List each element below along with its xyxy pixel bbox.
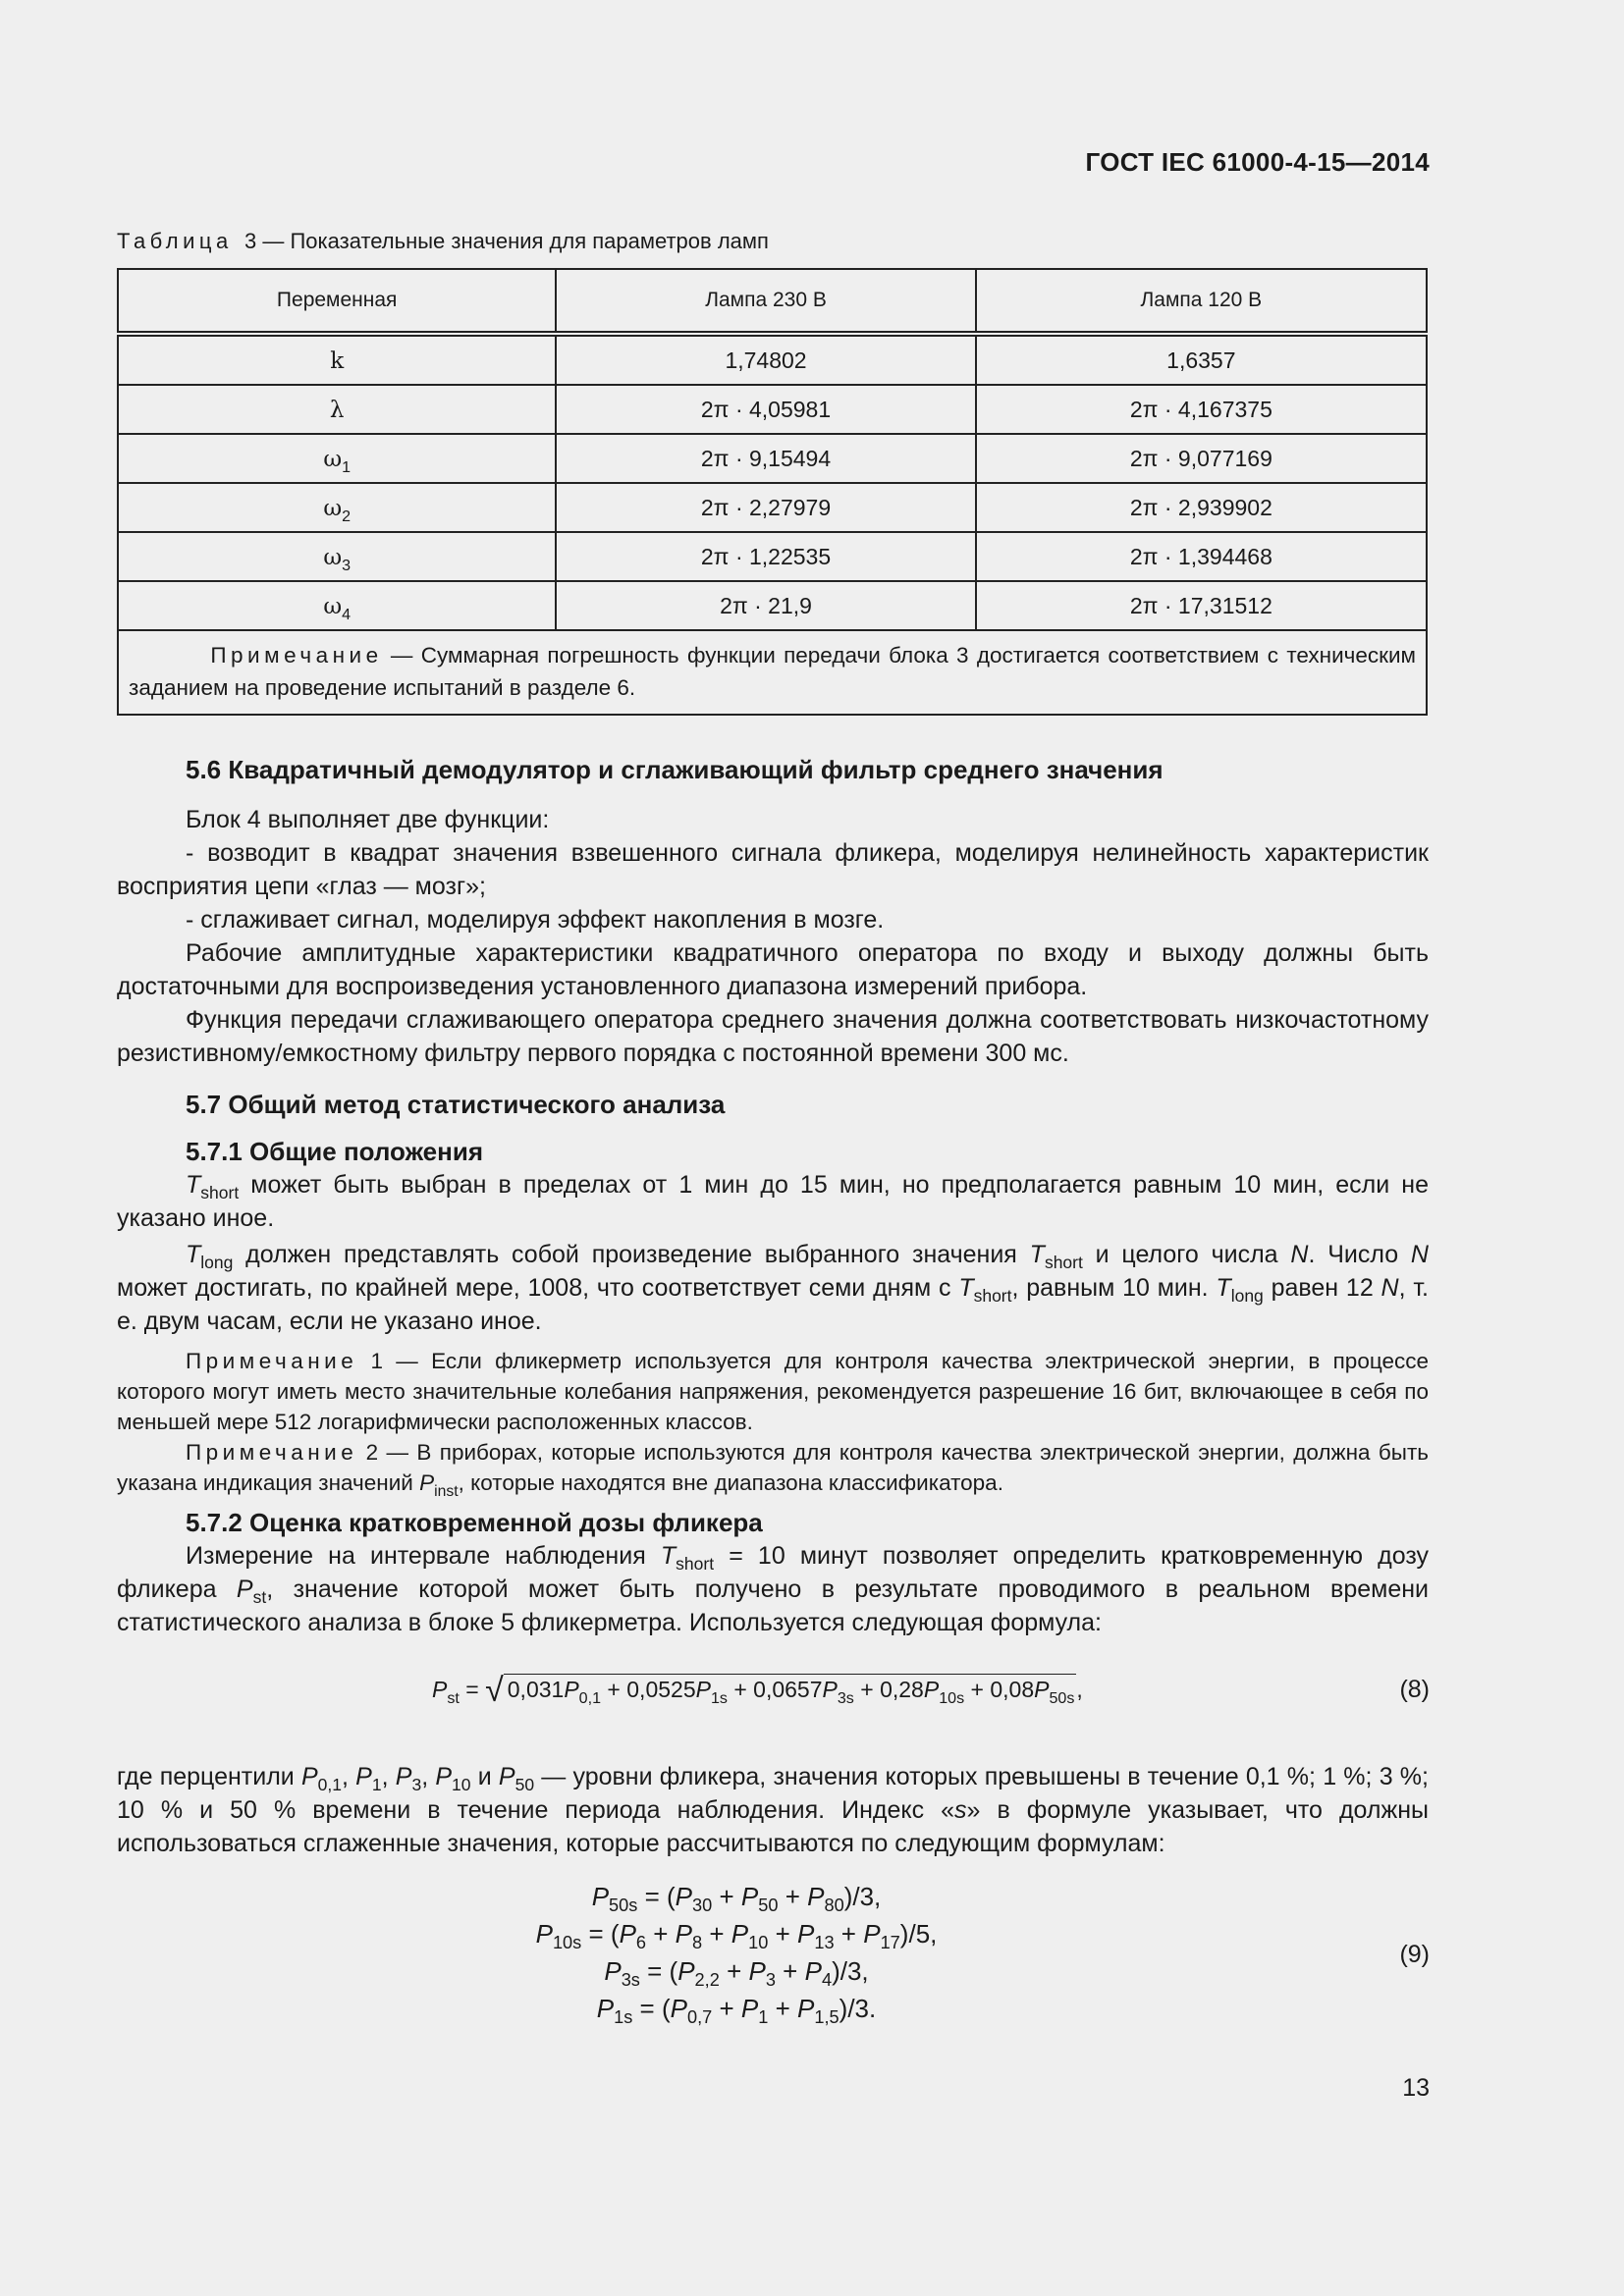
table-cell-variable: λ [118, 385, 556, 434]
section-title: 5.6 Квадратичный демодулятор и сглаживающий фильтр среднего значения [186, 755, 1164, 784]
table-row [118, 581, 1427, 630]
table-caption-word: Таблица [117, 229, 233, 253]
table-note [118, 630, 1427, 715]
note-1: Примечание 1 — Если фликерметр используется для контроля качества электрической энергии, в процессе которого могут иметь место значительные колебания напряжения, рекомендуется разрешение 16 бит, включающее в себя по меньшей мере 512 логарифмически расположенных классов. [117, 1349, 1429, 1434]
table-row [118, 434, 1427, 483]
paragraph: $T_{long}$ должен представлять собой произведение выбранного значения $T_{short}$ и целого числа N. Число N может достигать, по крайней мере, 1008, что соответствует семи дням с $T_{short}$, равным 10 мин. $T_{long}$ равен 12 N, т. е. двум часам, если не указано иное. [117, 1241, 1429, 1335]
table-note-row [118, 630, 1427, 715]
table-row [118, 385, 1427, 434]
table-caption-text: 3 — Показательные значения для параметров ламп [244, 229, 769, 253]
column-header: Лампа 120 В [976, 269, 1427, 334]
subsection-title: 5.7.2 Оценка кратковременной дозы фликера [186, 1508, 763, 1537]
subsection-title: 5.7.1 Общие положения [186, 1137, 483, 1166]
page-number: 13 [1402, 2074, 1430, 2102]
radical-expression: $0,031P_{0,1} + 0,0525P_{1s} + 0,0657P_{3s} + 0,28P_{10s} + 0,08P_{50s}$ [504, 1674, 1077, 1703]
table-cell-variable: k [118, 334, 556, 385]
table-header-row [118, 269, 1427, 334]
formula-line: $P_{1s} = (P_{0,7} + P_1 + P_{1,5})/3$. [596, 1994, 877, 2027]
column-header: Лампа 230 В [556, 269, 975, 334]
table-row [118, 334, 1427, 385]
paragraph: Измерение на интервале наблюдения $T_{short} = 10$ минут позволяет определить кратковременную дозу фликера $P_{st}$, значение которой может быть получено в результате проводимого в реальном времени статистического анализа в блоке 5 фликерметра. Используется следующая формула: [117, 1542, 1429, 1636]
table-cell-value: 2π · 2,939902 [976, 483, 1427, 532]
formula-line: $P_{50s} = (P_{30} + P_{50} + P_{80})/3$, [591, 1882, 882, 1915]
note-label: Примечание [210, 643, 383, 667]
formula-line: $P_{10s} = (P_6 + P_8 + P_{10} + P_{13} + P_{17})/5$, [535, 1919, 938, 1952]
paragraph: Блок 4 выполняет две функции: [186, 806, 550, 833]
note-2: Примечание 2 — В приборах, которые используются для контроля качества электрической энергии, должна быть указана индикация значений $P_{inst}$, которые находятся вне диапазона классификатора. [117, 1440, 1429, 1500]
table-cell-value: 2π · 2,27979 [556, 483, 975, 532]
document-code-header: ГОСТ IEC 61000-4-15—2014 [1085, 147, 1430, 177]
table-cell-value: 2π · 1,22535 [556, 532, 975, 581]
table-cell-value: 2π · 4,05981 [556, 385, 975, 434]
table-caption [117, 229, 769, 254]
formula-9 [393, 1878, 1080, 2027]
paragraph: Рабочие амплитудные характеристики квадратичного оператора по входу и выходу должны быть достаточными для воспроизведения установленного диапазона измерений прибора. [117, 939, 1429, 1000]
table-cell-variable: $\omega_4$ [118, 581, 556, 630]
section-5-6 [117, 753, 1429, 1070]
table-cell-value: 2π · 9,15494 [556, 434, 975, 483]
paragraph: $T_{short}$ может быть выбран в пределах от 1 мин до 15 мин, но предполагается равным 10 мин, если не указано иное. [117, 1171, 1429, 1232]
paragraph: - сглаживает сигнал, моделируя эффект накопления в мозге. [186, 906, 885, 934]
table-cell-value: 2π · 9,077169 [976, 434, 1427, 483]
column-header: Переменная [118, 269, 556, 334]
table-cell-variable: $\omega_2$ [118, 483, 556, 532]
note-text: — Суммарная погрешность функции передачи блока 3 достигается соответствием с техническим заданием на проведение испытаний в разделе 6. [129, 643, 1417, 700]
table-cell-value: 2π · 21,9 [556, 581, 975, 630]
equation-number-9: (9) [1399, 1941, 1430, 1968]
paragraph: - возводит в квадрат значения взвешенного сигнала фликера, моделируя нелинейность характеристик восприятия цепи «глаз — мозг»; [117, 839, 1429, 900]
formula-explanation [117, 1760, 1429, 1860]
formula-8: $P_{st}$ = √ $0,031P_{0,1} + 0,0525P_{1s} + 0,0657P_{3s} + 0,28P_{10s} + 0,08P_{50s}$, [432, 1672, 1083, 1709]
section-5-7 [117, 1088, 1429, 1639]
paragraph: Функция передачи сглаживающего оператора среднего значения должна соответствовать низкочастотному резистивному/емкостному фильтру первого порядка с постоянной времени 300 мс. [117, 1006, 1429, 1067]
formula-line: $P_{3s} = (P_{2,2} + P_3 + P_4)/3$, [604, 1956, 869, 1990]
table-cell-value: 1,6357 [976, 334, 1427, 385]
table-row [118, 483, 1427, 532]
table-cell-value: 2π · 1,394468 [976, 532, 1427, 581]
table-cell-value: 2π · 17,31512 [976, 581, 1427, 630]
lamp-parameters-table [117, 268, 1428, 716]
equation-number-8: (8) [1399, 1676, 1430, 1703]
table-row [118, 532, 1427, 581]
table-cell-variable: $\omega_1$ [118, 434, 556, 483]
paragraph: где перцентили $P_{0,1}$, $P_1$, $P_3$, $P_{10}$ и $P_{50}$ — уровни фликера, значения которых превышены в течение 0,1 %; 1 %; 3 %; 10 % и 50 % времени в течение периода наблюдения. Индекс «s» в формуле указывает, что должны использоваться сглаженные значения, которые рассчитываются по следующим формулам: [117, 1763, 1429, 1857]
table-cell-variable: $\omega_3$ [118, 532, 556, 581]
table-cell-value: 2π · 4,167375 [976, 385, 1427, 434]
table-cell-value: 1,74802 [556, 334, 975, 385]
section-title: 5.7 Общий метод статистического анализа [186, 1090, 726, 1119]
